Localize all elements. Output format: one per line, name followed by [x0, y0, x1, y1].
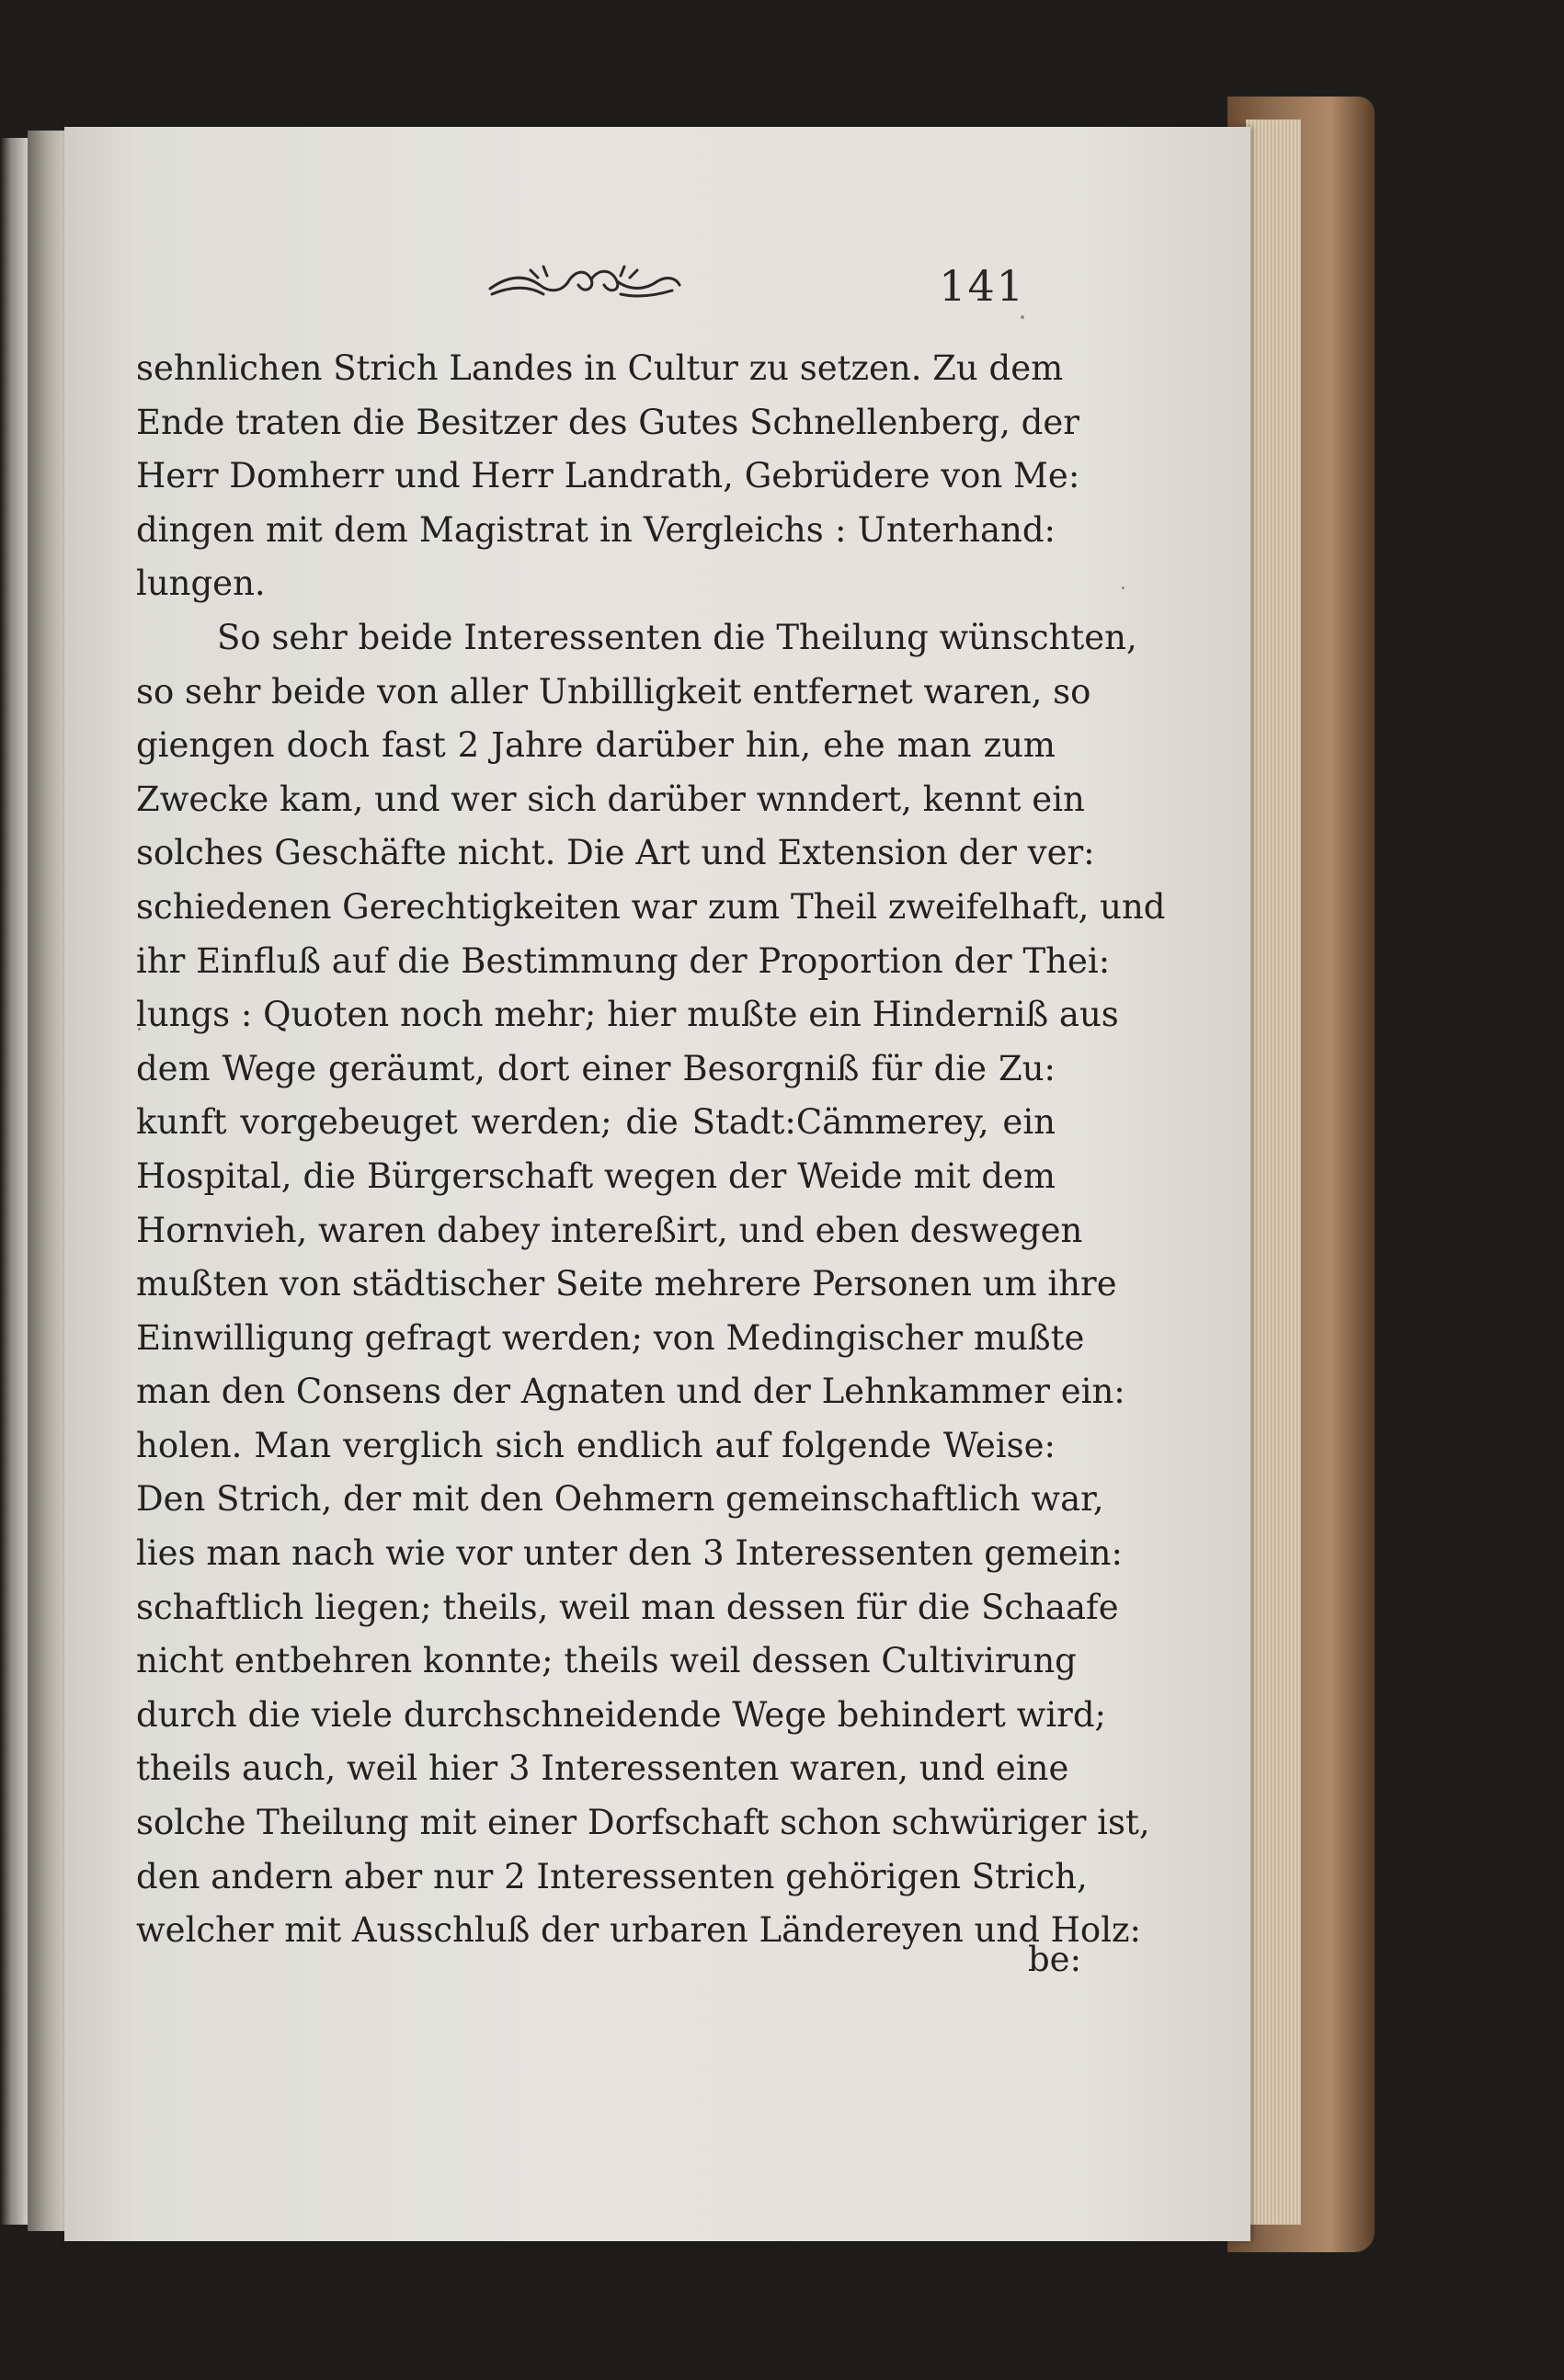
text-line: Hospital, die Bürgerschaft wegen der Weide mit dem	[136, 1156, 1056, 1196]
text-line: Hornvieh, waren dabey intereßirt, und eben deswegen	[136, 1210, 1083, 1250]
text-line: lies man nach wie vor unter den 3 Interessenten gemein:	[136, 1533, 1123, 1574]
text-line: lungs : Quoten noch mehr; hier mußte ein Hinderniß aus	[136, 995, 1119, 1035]
text-line: giengen doch fast 2 Jahre darüber hin, ehe man zum	[136, 725, 1056, 766]
paper-speck	[1021, 315, 1024, 319]
page-header	[483, 257, 1025, 313]
text-line: den andern aber nur 2 Interessenten gehörigen Strich,	[136, 1856, 1088, 1896]
text-line: theils auch, weil hier 3 Interessenten waren, und eine	[136, 1748, 1069, 1789]
text-line: Den Strich, der mit den Oehmern gemeinschaftlich war,	[136, 1479, 1104, 1520]
text-line: mußten von städtischer Seite mehrere Personen um ihre	[136, 1264, 1117, 1304]
page-number: 141	[939, 261, 1025, 311]
text-line: So sehr beide Interessenten die Theilung wünschten,	[217, 617, 1137, 657]
header-flourish-ornament	[483, 257, 685, 313]
body-text	[136, 342, 1166, 1958]
text-line: schaftlich liegen; theils, weil man dessen für die Schaafe	[136, 1587, 1119, 1627]
text-line: Einwilligung gefragt werden; von Medingischer mußte	[136, 1317, 1085, 1358]
previous-page-edge	[0, 138, 28, 2225]
text-line: kunft vorgebeuget werden; die Stadt:Cämmerey, ein	[136, 1102, 1056, 1143]
catchword: be:	[1028, 1940, 1082, 1979]
text-line: dem Wege geräumt, dort einer Besorgniß für die Zu:	[136, 1048, 1056, 1088]
text-line: welcher mit Ausschluß der urbaren Ländereyen und Holz:	[136, 1910, 1141, 1951]
text-line: durch die viele durchschneidende Wege behindert wird;	[136, 1694, 1106, 1735]
text-line: schiedenen Gerechtigkeiten war zum Theil zweifelhaft, und	[136, 886, 1166, 927]
text-line: sehnlichen Strich Landes in Cultur zu setzen. Zu dem	[136, 348, 1064, 388]
text-line: Herr Domherr und Herr Landrath, Gebrüdere von Me:	[136, 456, 1080, 496]
text-line: solches Geschäfte nicht. Die Art und Extension der ver:	[136, 833, 1095, 873]
text-line: solche Theilung mit einer Dorfschaft schon schwüriger ist,	[136, 1803, 1150, 1843]
text-line: holen. Man verglich sich endlich auf folgende Weise:	[136, 1425, 1056, 1465]
text-line: dingen mit dem Magistrat in Vergleichs : Unterhand:	[136, 509, 1056, 550]
text-line: Zwecke kam, und wer sich darüber wnndert, kennt ein	[136, 779, 1085, 819]
text-line: so sehr beide von aller Unbilligkeit entfernet waren, so	[136, 671, 1091, 712]
text-line: man den Consens der Agnaten und der Lehnkammer ein:	[136, 1372, 1125, 1412]
page-block-edges	[1246, 120, 1301, 2225]
text-line: ihr Einfluß auf die Bestimmung der Proportion der Thei:	[136, 940, 1111, 981]
paper-speck	[1122, 586, 1124, 589]
text-line: lungen.	[136, 564, 266, 604]
text-line: nicht entbehren konnte; theils weil dessen Cultivirung	[136, 1641, 1077, 1681]
text-line: Ende traten die Besitzer des Gutes Schnellenberg, der	[136, 402, 1079, 442]
book-gutter	[28, 131, 69, 2231]
